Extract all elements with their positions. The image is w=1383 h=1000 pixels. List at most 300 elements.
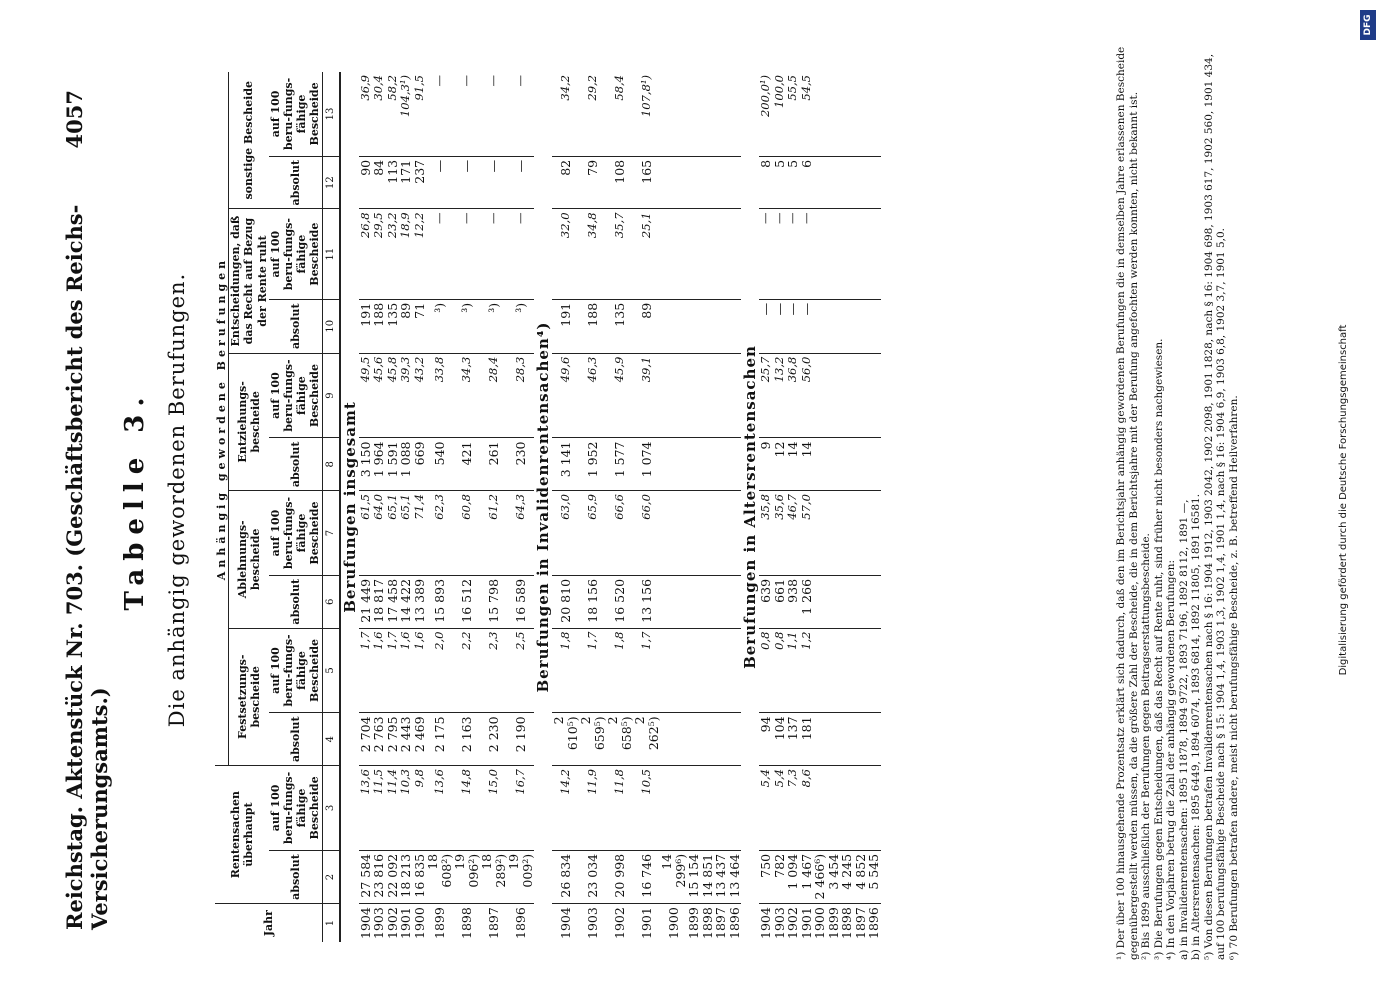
year-cell: 1896: [726, 907, 742, 939]
value-cell: [687, 628, 701, 713]
column-number: 10: [322, 299, 340, 353]
value-cell: 34,8: [579, 209, 606, 299]
value-cell: 2 610⁵): [552, 713, 579, 766]
value-cell: [867, 72, 881, 156]
value-cell: 66,0: [633, 491, 660, 576]
year-cell: 1897: [852, 907, 868, 939]
value-cell: 15,0: [480, 766, 507, 851]
value-cell: [701, 209, 715, 299]
value-cell: 43,2: [413, 353, 427, 438]
year-cell: 1898: [699, 907, 715, 939]
value-cell: [827, 766, 841, 851]
value-cell: 237: [413, 156, 427, 209]
value-cell: 23,2: [386, 209, 400, 299]
value-cell: [687, 766, 701, 851]
value-cell: —: [426, 209, 453, 299]
value-cell: 14 851: [701, 850, 715, 903]
column-number: 4: [322, 713, 340, 766]
header-entziehung: Entziehungs-bescheide: [229, 353, 269, 490]
value-cell: 181: [800, 713, 814, 766]
value-cell: [854, 72, 868, 156]
value-cell: [854, 353, 868, 438]
value-cell: 230: [507, 438, 534, 491]
value-cell: 89: [633, 299, 660, 353]
value-cell: 11,8: [606, 766, 633, 851]
value-cell: 18 213: [399, 850, 413, 903]
value-cell: —: [480, 209, 507, 299]
value-cell: 9: [759, 438, 773, 491]
section-title: Berufungen in Invalidenrentensachen⁴): [534, 321, 552, 693]
value-cell: [813, 72, 827, 156]
value-cell: 13 437: [714, 850, 728, 903]
value-cell: [867, 628, 881, 713]
value-cell: 171: [399, 156, 413, 209]
value-cell: 191: [552, 299, 579, 353]
value-cell: [687, 438, 701, 491]
value-cell: [728, 72, 742, 156]
value-cell: [687, 209, 701, 299]
value-cell: [714, 72, 728, 156]
value-cell: 1,7: [579, 628, 606, 713]
value-cell: 65,1: [399, 491, 413, 576]
value-cell: 13,2: [773, 353, 787, 438]
value-cell: 14: [800, 438, 814, 491]
value-cell: 26,8: [359, 209, 373, 299]
value-cell: 2 659⁵): [579, 713, 606, 766]
value-cell: 34,2: [552, 72, 579, 156]
value-cell: 2 190: [507, 713, 534, 766]
value-cell: 54,5: [800, 72, 814, 156]
value-cell: [660, 209, 687, 299]
value-cell: 669: [413, 438, 427, 491]
value-cell: 1,7: [386, 628, 400, 713]
value-cell: [813, 438, 827, 491]
value-cell: [854, 209, 868, 299]
year-cell: 1897: [713, 907, 728, 939]
year-cell: 1901: [638, 907, 654, 939]
footnote: ⁴) In den Vorjahren betrug die Zahl der anhängig gewordenen Berufungen:: [1165, 559, 1177, 960]
subheader-auf100: auf 100 beru-fungs-fähige Bescheide: [269, 209, 322, 299]
value-cell: —: [507, 209, 534, 299]
value-cell: 13,6: [426, 766, 453, 851]
value-cell: 8: [759, 156, 773, 209]
value-cell: [840, 766, 854, 851]
value-cell: [827, 438, 841, 491]
value-cell: [854, 713, 868, 766]
page-number: 4057: [62, 90, 87, 149]
year-cell: 1900: [411, 907, 427, 939]
value-cell: 15 798: [480, 575, 507, 628]
value-cell: 2 163: [453, 713, 480, 766]
value-cell: 22 092: [386, 850, 400, 903]
value-cell: 35,7: [606, 209, 633, 299]
value-cell: 9,8: [413, 766, 427, 851]
value-cell: 5 545: [867, 850, 881, 903]
value-cell: —: [453, 209, 480, 299]
value-cell: 104,3¹): [399, 72, 413, 156]
value-cell: 1,6: [399, 628, 413, 713]
value-cell: 39,3: [399, 353, 413, 438]
value-cell: 45,9: [606, 353, 633, 438]
value-cell: [701, 156, 715, 209]
value-cell: 135: [386, 299, 400, 353]
column-number: 2: [322, 850, 340, 903]
value-cell: [701, 438, 715, 491]
value-cell: [813, 491, 827, 576]
value-cell: [714, 713, 728, 766]
value-cell: 13 156: [633, 575, 660, 628]
value-cell: [813, 575, 827, 628]
value-cell: [687, 156, 701, 209]
header-festsetzung: Festsetzungs-bescheide: [229, 628, 269, 765]
value-cell: 89: [399, 299, 413, 353]
value-cell: 4 245: [840, 850, 854, 903]
value-cell: 104: [773, 713, 787, 766]
value-cell: 28,3: [507, 353, 534, 438]
subheader-absolut: absolut: [269, 438, 322, 491]
table-title: Tabelle 3.: [120, 389, 150, 611]
value-cell: [687, 72, 701, 156]
table-row: [867, 72, 881, 942]
value-cell: —: [773, 209, 787, 299]
value-cell: [660, 299, 687, 353]
year-cell: 1904: [357, 907, 373, 939]
value-cell: [840, 438, 854, 491]
value-cell: 661: [773, 575, 787, 628]
subheader-auf100: auf 100 beru-fungs-fähige Bescheide: [269, 766, 322, 851]
value-cell: [827, 491, 841, 576]
value-cell: 56,0: [800, 353, 814, 438]
value-cell: —: [426, 72, 453, 156]
value-cell: [867, 209, 881, 299]
column-number: 6: [322, 575, 340, 628]
value-cell: 45,8: [386, 353, 400, 438]
value-cell: 36,9: [359, 72, 373, 156]
value-cell: [854, 438, 868, 491]
table-row: [701, 72, 715, 942]
value-cell: 18 289²): [480, 850, 507, 903]
column-number: 11: [322, 209, 340, 299]
value-cell: [867, 575, 881, 628]
value-cell: 2 704: [359, 713, 373, 766]
value-cell: [660, 766, 687, 851]
table-row: [854, 72, 868, 942]
value-cell: 25,7: [759, 353, 773, 438]
year-cell: 1898: [458, 907, 474, 939]
value-cell: 16,7: [507, 766, 534, 851]
table-row: [399, 72, 413, 942]
value-cell: [687, 299, 701, 353]
header-anhaengig: Anhängig gewordene Berufungen: [215, 72, 229, 766]
table-row: [840, 72, 854, 942]
value-cell: 79: [579, 156, 606, 209]
value-cell: [714, 628, 728, 713]
value-cell: 1,7: [633, 628, 660, 713]
value-cell: 45,6: [372, 353, 386, 438]
value-cell: 61,2: [480, 491, 507, 576]
value-cell: —: [759, 209, 773, 299]
value-cell: [854, 575, 868, 628]
value-cell: [728, 766, 742, 851]
value-cell: ³): [453, 299, 480, 353]
value-cell: 94: [759, 713, 773, 766]
value-cell: 100,0: [773, 72, 787, 156]
table-row: [372, 72, 386, 942]
value-cell: [827, 209, 841, 299]
value-cell: [867, 438, 881, 491]
value-cell: 2 795: [386, 713, 400, 766]
year-cell: 1896: [512, 907, 528, 939]
table-row: [759, 72, 773, 942]
value-cell: [660, 575, 687, 628]
value-cell: 19 096²): [453, 850, 480, 903]
year-cell: 1901: [798, 907, 814, 939]
value-cell: [854, 299, 868, 353]
value-cell: [728, 353, 742, 438]
value-cell: 135: [606, 299, 633, 353]
value-cell: 5: [773, 156, 787, 209]
table-row: [413, 72, 427, 942]
value-cell: 1,6: [372, 628, 386, 713]
column-number: 3: [322, 766, 340, 851]
value-cell: [827, 353, 841, 438]
value-cell: 1 952: [579, 438, 606, 491]
value-cell: 1 088: [399, 438, 413, 491]
value-cell: 938: [786, 575, 800, 628]
value-cell: 2 175: [426, 713, 453, 766]
value-cell: 1 964: [372, 438, 386, 491]
value-cell: [867, 299, 881, 353]
column-number: 13: [322, 72, 340, 156]
value-cell: [660, 713, 687, 766]
value-cell: 66,6: [606, 491, 633, 576]
value-cell: 540: [426, 438, 453, 491]
value-cell: [714, 353, 728, 438]
value-cell: 1 591: [386, 438, 400, 491]
subheader-absolut: absolut: [269, 299, 322, 353]
value-cell: [827, 628, 841, 713]
column-number: 7: [322, 491, 340, 576]
value-cell: [854, 491, 868, 576]
section-title: Berufungen in Altersrentensachen: [741, 345, 759, 669]
value-cell: 19 009²): [507, 850, 534, 903]
column-number: 12: [322, 156, 340, 209]
table-row: [480, 72, 507, 942]
year-cell: 1898: [839, 907, 854, 939]
value-cell: 2 658⁵): [606, 713, 633, 766]
value-cell: 17 458: [386, 575, 400, 628]
value-cell: 16 835: [413, 850, 427, 903]
value-cell: 91,5: [413, 72, 427, 156]
year-cell: 1902: [384, 907, 400, 939]
table-row: [386, 72, 400, 942]
value-cell: 20 810: [552, 575, 579, 628]
footnote: ⁶) 70 Berufungen betrafen andere, meist nicht berufungsfähige Bescheide, z. B. betreffend Heilverfahren.: [1227, 395, 1240, 960]
value-cell: [701, 299, 715, 353]
value-cell: 32,0: [552, 209, 579, 299]
value-cell: [660, 491, 687, 576]
value-cell: —: [773, 299, 787, 353]
value-cell: [701, 628, 715, 713]
value-cell: 49,5: [359, 353, 373, 438]
value-cell: 30,4: [372, 72, 386, 156]
table-row: [552, 72, 579, 942]
table-row: [827, 72, 841, 942]
value-cell: 64,3: [507, 491, 534, 576]
value-cell: 13 464: [728, 850, 742, 903]
value-cell: 64,0: [372, 491, 386, 576]
value-cell: [728, 209, 742, 299]
statistics-table: [215, 72, 881, 942]
year-cell: 1900: [665, 907, 681, 939]
year-cell: 1899: [825, 907, 841, 939]
subheader-absolut: absolut: [269, 156, 322, 209]
value-cell: 14,8: [453, 766, 480, 851]
value-cell: —: [800, 299, 814, 353]
value-cell: [854, 766, 868, 851]
value-cell: [813, 353, 827, 438]
value-cell: 23 034: [579, 850, 606, 903]
value-cell: 71: [413, 299, 427, 353]
table-row: [606, 72, 633, 942]
value-cell: [813, 156, 827, 209]
value-cell: 11,5: [372, 766, 386, 851]
value-cell: 2,3: [480, 628, 507, 713]
value-cell: 14 422: [399, 575, 413, 628]
year-cell: 1902: [785, 907, 800, 939]
footnote: b) in Altersrentensachen: 1895 6449, 1894 6074, 1893 6814, 1892 11805, 1891 16581.: [1190, 493, 1202, 960]
value-cell: [714, 209, 728, 299]
value-cell: 62,3: [426, 491, 453, 576]
value-cell: 2 443: [399, 713, 413, 766]
value-cell: [728, 299, 742, 353]
value-cell: [728, 491, 742, 576]
value-cell: 82: [552, 156, 579, 209]
value-cell: [701, 353, 715, 438]
value-cell: 84: [372, 156, 386, 209]
value-cell: [813, 628, 827, 713]
value-cell: [660, 353, 687, 438]
year-cell: 1902: [611, 907, 627, 939]
table-row: [728, 72, 742, 942]
value-cell: 58,4: [606, 72, 633, 156]
value-cell: 71,4: [413, 491, 427, 576]
value-cell: [728, 713, 742, 766]
value-cell: [827, 575, 841, 628]
value-cell: 29,2: [579, 72, 606, 156]
value-cell: 1,1: [786, 628, 800, 713]
value-cell: —: [800, 209, 814, 299]
value-cell: 28,4: [480, 353, 507, 438]
value-cell: 2,2: [453, 628, 480, 713]
value-cell: [714, 299, 728, 353]
value-cell: 18 156: [579, 575, 606, 628]
value-cell: 188: [372, 299, 386, 353]
value-cell: 191: [359, 299, 373, 353]
value-cell: [728, 156, 742, 209]
value-cell: 3 454: [827, 850, 841, 903]
value-cell: 1 266: [800, 575, 814, 628]
value-cell: [660, 72, 687, 156]
value-cell: [714, 438, 728, 491]
value-cell: [840, 299, 854, 353]
value-cell: 5,4: [773, 766, 787, 851]
value-cell: 8,6: [800, 766, 814, 851]
value-cell: 2 230: [480, 713, 507, 766]
subheader-auf100: auf 100 beru-fungs-fähige Bescheide: [269, 491, 322, 576]
table-row: [687, 72, 701, 942]
value-cell: [687, 353, 701, 438]
value-cell: [867, 766, 881, 851]
table-row: [359, 72, 373, 942]
value-cell: 200,0¹): [759, 72, 773, 156]
value-cell: —: [507, 156, 534, 209]
value-cell: [867, 353, 881, 438]
column-number: 8: [322, 438, 340, 491]
table-subtitle: Die anhängig gewordenen Berufungen.: [165, 272, 189, 728]
value-cell: 107,8¹): [633, 72, 660, 156]
value-cell: 15 893: [426, 575, 453, 628]
value-cell: 13 389: [413, 575, 427, 628]
footnote: ²) Bis 1899 ausschließlich der Berufungen gegen Beitragserstattungsbescheide.: [1140, 533, 1152, 960]
value-cell: 137: [786, 713, 800, 766]
value-cell: 188: [579, 299, 606, 353]
value-cell: [728, 438, 742, 491]
value-cell: [827, 72, 841, 156]
page-header: [62, 90, 112, 930]
value-cell: 46,7: [786, 491, 800, 576]
table-row: [773, 72, 787, 942]
value-cell: 6: [800, 156, 814, 209]
value-cell: 11,9: [579, 766, 606, 851]
subheader-auf100: auf 100 beru-fungs-fähige Bescheide: [269, 72, 322, 156]
value-cell: 12,2: [413, 209, 427, 299]
year-cell: 1899: [431, 907, 447, 939]
value-cell: 33,8: [426, 353, 453, 438]
subheader-absolut: absolut: [269, 575, 322, 628]
value-cell: 16 520: [606, 575, 633, 628]
value-cell: [714, 575, 728, 628]
header-ablehnung: Ablehnungs-bescheide: [229, 491, 269, 628]
value-cell: 20 998: [606, 850, 633, 903]
value-cell: 27 584: [359, 850, 373, 903]
value-cell: 61,5: [359, 491, 373, 576]
value-cell: 46,3: [579, 353, 606, 438]
subheader-absolut: absolut: [269, 713, 322, 766]
value-cell: —: [453, 72, 480, 156]
value-cell: 421: [453, 438, 480, 491]
value-cell: [701, 766, 715, 851]
value-cell: [867, 156, 881, 209]
value-cell: 5: [786, 156, 800, 209]
header-rentensachen: Rentensachen überhaupt: [215, 766, 269, 904]
table-row: [786, 72, 800, 942]
value-cell: 18 817: [372, 575, 386, 628]
year-cell: 1904: [758, 907, 773, 939]
footnotes: [1115, 40, 1240, 960]
value-cell: 14 299⁶): [660, 850, 687, 903]
value-cell: 782: [773, 850, 787, 903]
running-title: Reichstag. Aktenstück Nr. 703. (Geschäftsbericht des Reichs-Versicherungsamts.): [62, 204, 112, 930]
value-cell: 26 834: [552, 850, 579, 903]
dfg-logo: DFG: [1360, 10, 1376, 40]
table-row: [507, 72, 534, 942]
value-cell: [813, 766, 827, 851]
value-cell: 2,5: [507, 628, 534, 713]
value-cell: —: [786, 209, 800, 299]
value-cell: 1,2: [800, 628, 814, 713]
year-cell: 1903: [371, 907, 386, 939]
